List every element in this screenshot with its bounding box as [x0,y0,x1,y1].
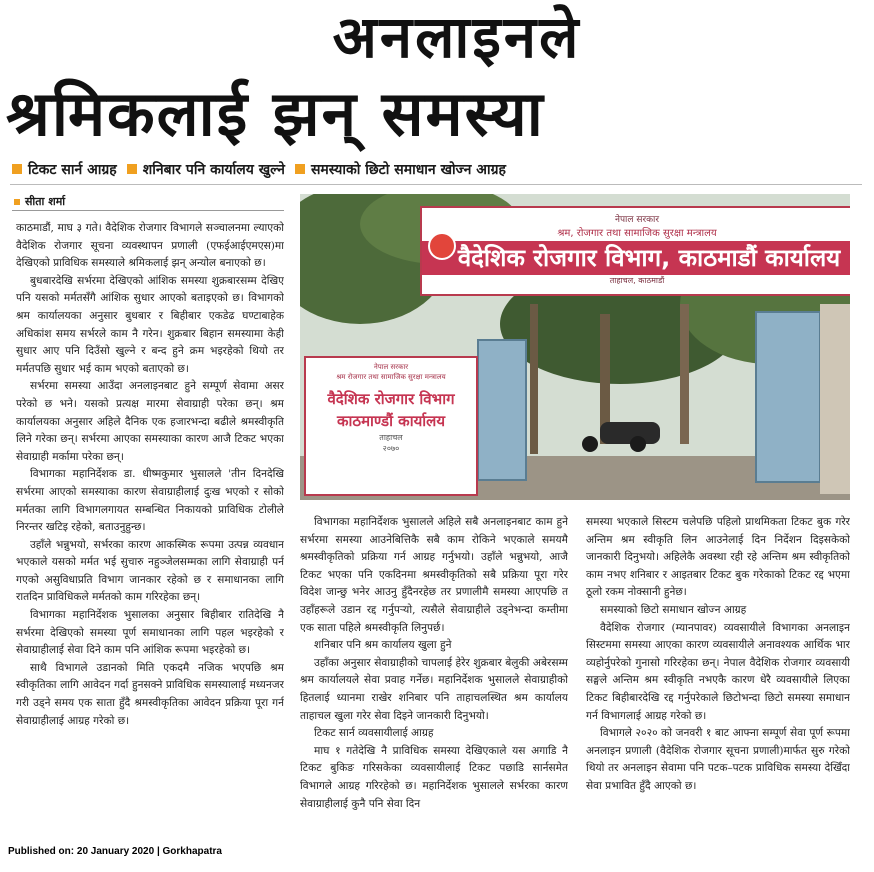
paragraph: उहाँले भन्नुभयो, सर्भरका कारण आकस्मिक रूपमा उत्पन्न व्यवधान भएकाले यसको मर्मत भई सुचारु नहुञ्जेलसम्मका लागि सेवाग्राही पर्न गएको असुविधाप्रति विभाग जानकार रहेको छ र समाधानका लागि रातदिन प्राविधिकले मर्मतको काम गरिरहेका छन्। [16,538,284,604]
byline-bullet-icon [14,199,20,205]
paragraph: काठमाडौं, माघ ३ गते। वैदेशिक रोजगार विभागले सञ्चालनमा ल्याएको वैदेशिक रोजगार सूचना व्यवस्थापन प्रणाली (एफईआईएमएस)मा देखिएको प्राविधिक समस्याले श्रमिकलाई झन् अन्योल बनाएको छ। [16,222,284,270]
section-subhead: टिकट सार्न व्यवसायीलाई आग्रह [314,727,434,740]
headline-line-1: अनलाइनले [332,3,582,71]
publication-footer: Published on: 20 January 2020 | Gorkhapatra [8,846,222,857]
office-photo [300,194,850,500]
gate-signboard: नेपाल सरकार श्रम रोजगार तथा सामाजिक सुरक्षा मन्त्रालय वैदेशिक रोजगार विभाग काठमाण्डौं कार्यालय ताहाचल २०७० [304,356,478,496]
byline: सीता शर्मा [14,194,65,209]
byline-divider [12,210,284,211]
paragraph: सर्भरमा समस्या आउँदा अनलाइनबाट हुने सम्पूर्ण सेवामा असर परेको छ भने। यसको प्रत्यक्ष मारमा सेवाग्राही परेका छन्। श्रम कार्यालयका अनुसार अहिले दैनिक एक हजारभन्दा बढीले श्रमस्वीकृति लिने गरेका छन्। सर्भरमा आएका समस्याका कारण आजै टिकट भएका सेवाग्राही मर्कामा परेका छन्। [16,380,284,463]
article-column-2 [300,514,568,844]
paragraph: विभागका महानिर्देशक डा. धीष्मकुमार भुसालले 'तीन दिनदेखि सर्भरमा आएको समस्याका कारण सेवाग्राहीलाई दुःख भएको र सोको मर्मतका लागि विभागलगायत सम्बन्धित निकायको प्राविधिक टोलीले निरन्तर खटिइ रहेको, बताउनुहुन्छ। [16,468,284,534]
paragraph: समस्या भएकाले सिस्टम चलेपछि पहिलो प्राथमिकता टिकट बुक गरेर अन्तिम श्रम स्वीकृति लिन आउनेलाई दिन निर्देशन दिइसकेको जानकारी दिनुभयो। अहिलेकै अवस्था रही रहे अन्तिम श्रम स्वीकृतिको काम नभए शनिबार र आइतबार टिकट बुक गरेकाको टिकट रद्द भएमा ठूलो रकम नोक्सानी हुनेछ। [586,516,850,599]
government-emblem-icon [428,232,456,260]
section-subhead: शनिबार पनि श्रम कार्यालय खुला हुने [314,639,452,652]
paragraph: माघ १ गतेदेखि नै प्राविधिक समस्या देखिएकाले यस अगाडि नै टिकट बुकिङ गरिसकेका व्यवसायीलाई टिकट पछाडि सार्नसमेत विभागले आग्रह गरिरहेको छ। महानिर्देशक भुसालले सर्भरका कारण सेवाग्राहीलाई कुनै पनि सेवा दिन [300,744,568,810]
subhead-1: टिकट सार्न आग्रह [12,160,117,179]
bullet-square-icon [295,164,305,174]
paragraph: उहाँका अनुसार सेवाग्राहीको चापलाई हेरेर शुक्रबार बेलुकी अबेरसम्म श्रम कार्यालयले सेवा प्रवाह गर्नेछ। महानिर्देशक भुसालले सेवाग्राहीको हितलाई ध्यानमा राखेर शनिबार पनि ताहाचलस्थित श्रम कार्यालय ताहाचल खुला गरेर सेवा दिइने जानकारी दिनुभयो। [300,656,568,722]
paragraph: विभागका महानिर्देशक भुसालका अनुसार बिहीबार रातिदेखि नै सर्भरमा देखिएको समस्या पूर्ण समाधानका लागि पहल भइरहेको र सेवाग्राहीलाई सेवा दिने काम पनि आंशिक रूपमा भइरहेको छ। [16,609,284,657]
subheads-bar [12,158,862,180]
paragraph: विभागले २०२० को जनवरी १ बाट आफ्ना सम्पूर्ण सेवा पूर्ण रूपमा अनलाइन प्रणाली (वैदेशिक रोजगार सूचना प्रणाली)मार्फत सुरु गरेको थियो तर अनलाइन सेवामा पनि पटक–पटक प्राविधिक समस्या देखिँदा सेवा प्रभावित हुँदै आएको छ। [586,727,850,792]
paragraph: विभागका महानिर्देशक भुसालले अहिले सबै अनलाइनबाट काम हुने सर्भरमा समस्या आउनेबित्तिकै सबै काम रोकिने भएकाले समयमै श्रमस्वीकृतिको प्रक्रिया गर्न आग्रह गर्नुभयो। उहाँले भन्नुभयो, आजै टिकट भएका पनि एकदिनमा श्रमस्वीकृतिको सबै प्रक्रिया पूरा गरेर विदेश जान्छु भनेर आउनु हुँदैनरहेछ तर प्रणालीमै समस्या आएपछि त उहाँहरूले उडान रद्द गर्नुपऱ्यो, त्यसैले सेवाग्राहीले उड्नेभन्दा कम्तीमा एक साता पहिले श्रमस्वीकृति लिनुपर्छ। [300,516,568,634]
header-divider [10,184,862,185]
paragraph: वैदेशिक रोजगार (म्यानपावर) व्यवसायीले विभागका अनलाइन सिस्टममा समस्या आएका कारण व्यवसायीले अनावश्यक आर्थिक भार व्यहोर्नुपरेको गुनासो गरिरहेका छन्। नेपाल वैदेशिक रोजगार व्यवसायी सङ्घले अन्तिम श्रम स्वीकृति नभएकै कारण धेरै व्यवसायीले लिएका टिकट बिहीबारदेखि रद्द गर्नुपरेकाले छिटोभन्दा छिटो समस्या समाधान गर्न विभागलाई आग्रह गरेको छ। [586,621,850,722]
paragraph: साथै विभागले उडानको मिति एकदमै नजिक भएपछि श्रम स्वीकृतिका लागि आवेदन गर्दा हुनसक्ने प्राविधिक समस्यालाई मध्यनजर गरी उड्ने समय एक साता हुँदै श्रमस्वीकृतिका आवेदन प्रक्रिया पूरा गर्न सेवाग्राहीलाई आग्रह गरेको छ। [16,661,284,727]
headline-line-2: श्रमिकलाई झन् समस्या [6,77,545,150]
article-column-3 [586,514,850,844]
paragraph: बुधबारदेखि सर्भरमा देखिएको आंशिक समस्या शुक्रबारसम्म देखिए पनि यसको मर्मतसँगै आंशिक सुधार आएको बताइएको छ। विभागको श्रम कार्यालयका अनुसार बुधबार र बिहीबार एकडेढ घण्टाबाहेक अधिकांश समय सर्भरले काम नै गरेन। शुक्रबार बिहान समस्यामा केही सुधार आए पनि दिउँसो खुल्ने र बन्द हुने क्रम भइरहेको थियो तर मर्मतपछि सुधार भई काम भएको बताएको छ। [16,274,284,375]
bullet-square-icon [127,164,137,174]
article-column-1 [16,220,284,840]
section-subhead: समस्याको छिटो समाधान खोज्न आग्रह [600,603,747,616]
subhead-3: समस्याको छिटो समाधान खोज्न आग्रह [295,160,506,179]
bullet-square-icon [12,164,22,174]
office-signboard: नेपाल सरकार श्रम, रोजगार तथा सामाजिक सुरक्षा मन्त्रालय वैदेशिक रोजगार विभाग, काठमाडौं कार्यालय ताहाचल, काठमाडौं [420,206,850,296]
subhead-2: शनिबार पनि कार्यालय खुल्ने [127,160,285,179]
